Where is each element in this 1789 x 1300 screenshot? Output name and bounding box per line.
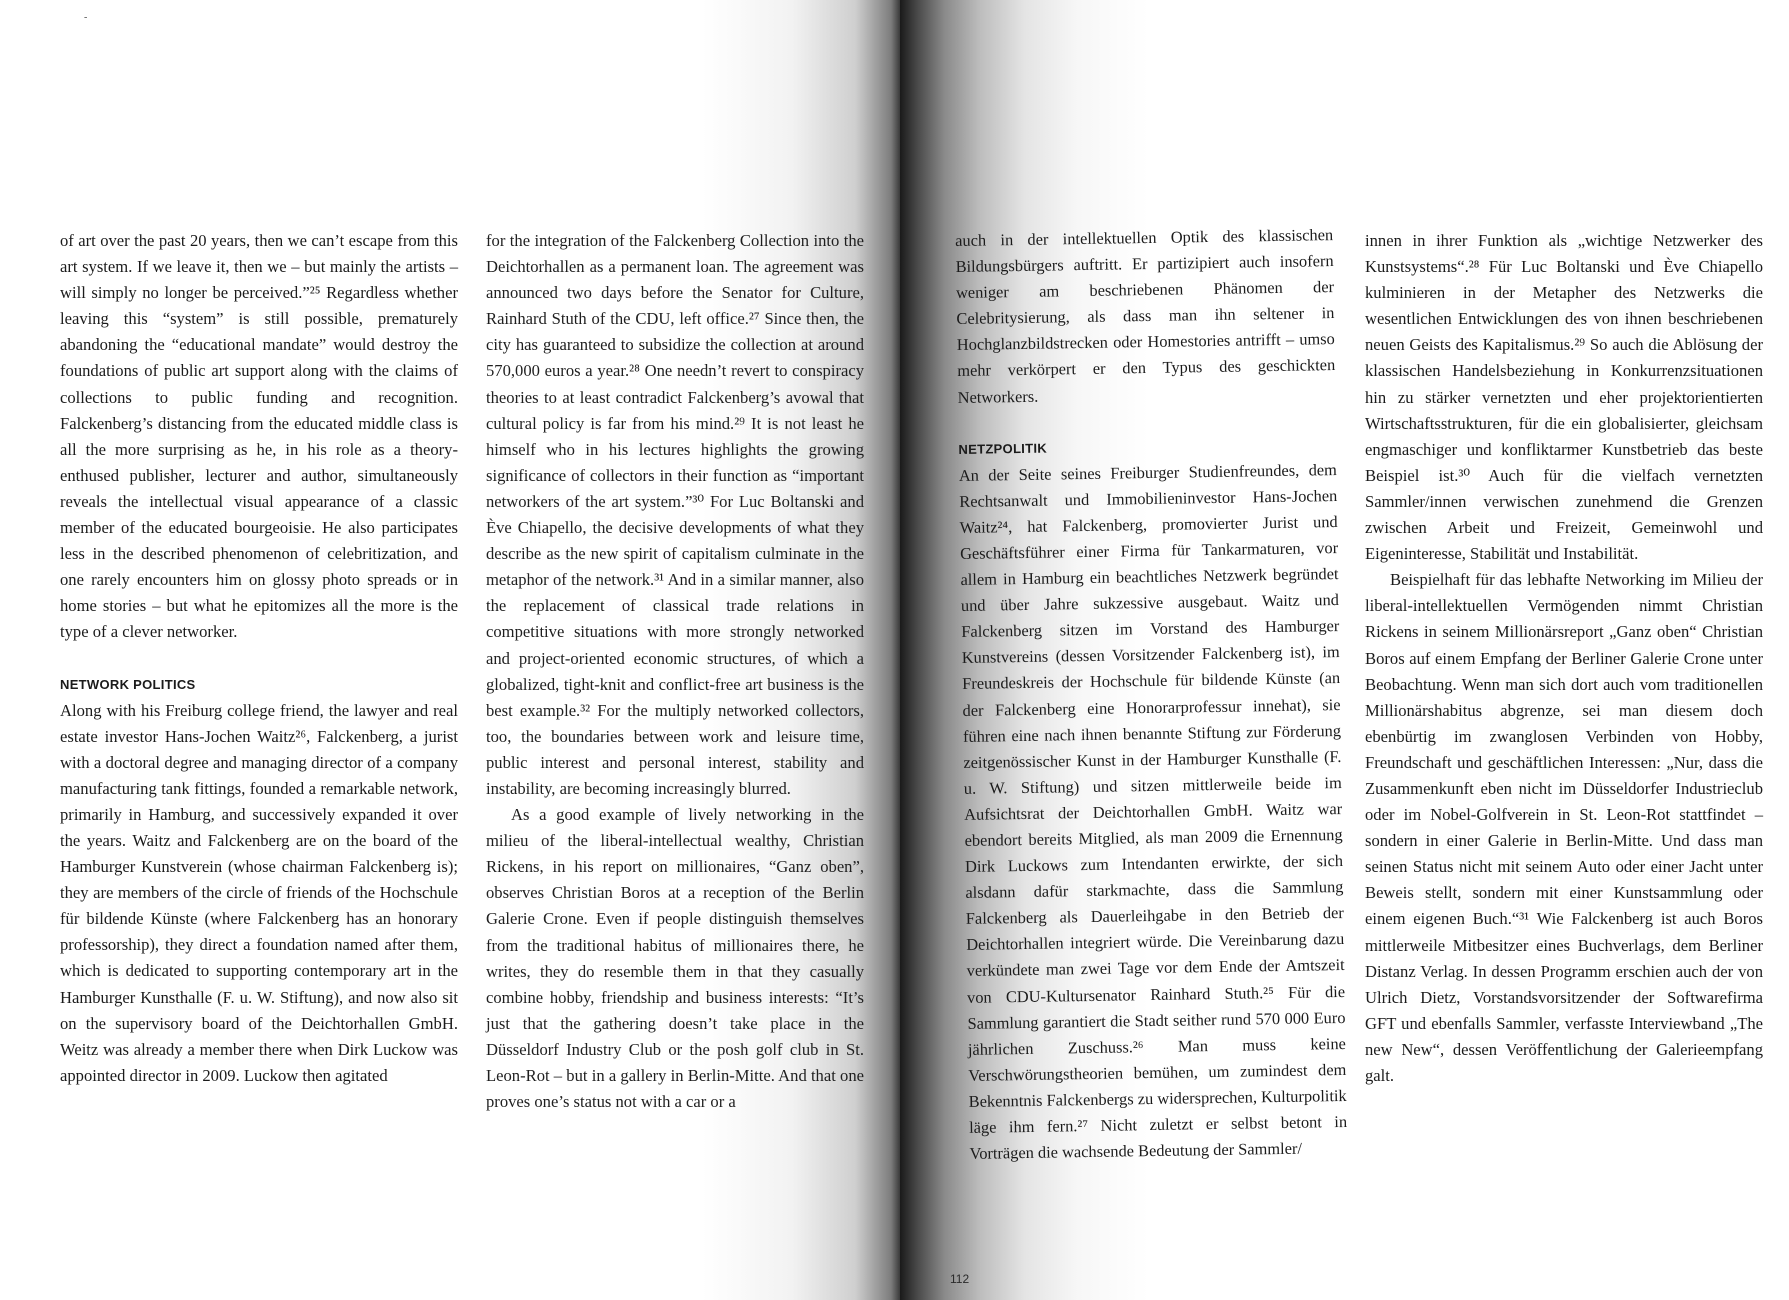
paragraph: auch in der intellektuellen Optik des klassischen Bildungsbürgers auftritt. Er partizipiert auch insofern weniger am beschriebenen Phänomen der Celebritysierung, als dass man ihn seltener in Hochglanzbildstrecken oder Homestories antrifft – umso mehr verkörpert er den Typus des geschickten Networkers.	[955, 225, 1336, 407]
page-mark: -	[84, 12, 88, 23]
paragraph: Beispielhaft für das lebhafte Networking im Milieu der liberal-intellektuellen Vermögenden nimmt Christian Rickens in seinem Millionärsreport „Ganz oben“ Christian Boros auf einem Empfang der Berliner Galerie Crone unter Beobachtung. Wenn man sich dort auch vom traditionellen Millionärshabitus abgrenze, sei man diesem doch ebenbürtig im zwanglosen Verbinden von Hobby, Freundschaft und geschäftlichen Interessen: „Nur, dass die Zusammenkunft eben nicht im Düsseldorfer Industrieclub oder im Nobel-Golfverein in St. Leon-Rot stattfindet – sondern in einer Galerie in Berlin-Mitte. Und dass man seinen Status nicht mit seinem Auto oder einer Jacht unter Beweis stellt, sondern mit einer Kunstsammlung oder einem eigenen Buch.“³¹ Wie Falckenberg ist auch Boros mittlerweile Mitbesitzer eines Buchverlags, dem Berliner Distanz Verlag. In dessen Programm erschien auch der von Ulrich Dietz, Vorstandsvorsitzender der Softwarefirma GFT und ebenfalls Sammler, verfasste Interviewband „The new New“, dessen Veröffentlichung der Galerieempfang galt.	[1365, 570, 1763, 1085]
left-page-column-2	[486, 228, 864, 1115]
right-page-column-2	[1365, 228, 1763, 1089]
paragraph: innen in ihrer Funktion als „wichtige Netzwerker des Kunstsystems“.²⁸ Für Luc Boltanski und Ève Chiapello kulminieren in der Metapher des Netzwerks die wesentlichen Entwicklungen des von ihnen beschriebenen neuen Geists des Kapitalismus.²⁹ So auch die Ablösung der klassischen Handelsbeziehung in Konkurrenzsituationen hin zu stärker vernetzten und eher projektorientierten Wirtschaftsstrukturen, für die ein globalisierter, gleichsam engmaschiger und konfliktarmer Kunstbetrieb das beste Beispiel ist.³⁰ Auch für die vielfach vernetzten Sammler/innen verwischen zunehmend die Grenzen zwischen Arbeit und Freizeit, Gemeinwohl und Eigeninteresse, Stabilität und Instabilität.	[1365, 231, 1763, 564]
right-page-column-1	[955, 222, 1348, 1167]
section-heading: NETZPOLITIK	[958, 440, 1048, 457]
left-page-column-1	[60, 228, 458, 1089]
paragraph: for the integration of the Falckenberg Collection into the Deichtorhallen as a permanent loan. The agreement was announced two days before the Senator for Culture, Rainhard Stuth of the CDU, left office.²⁷ Since then, the city has guaranteed to subsidize the collection at around 570,000 euros a year.²⁸ One needn’t revert to conspiracy theories to at least contradict Falckenberg’s avowal that cultural policy is far from his mind.²⁹ It is not least he himself who in his lectures highlights the growing significance of collectors in their function as “important networkers of the art system.”³⁰ For Luc Boltanski and Ève Chiapello, the decisive developments of what they describe as the new spirit of capitalism culminate in the metaphor of the network.³¹ And in a similar manner, also the replacement of classical trade relations in competitive situations with more strongly networked and project-oriented economic structures, of which a globalized, tight-knit and conflict-free art business is the best example.³² For the multiply networked collectors, too, the boundaries between work and leisure time, public interest and personal interest, stability and instability, are becoming increasingly blurred.	[486, 231, 864, 798]
paragraph: Along with his Freiburg college friend, the lawyer and real estate investor Hans-Jochen Waitz²⁶, Falckenberg, a jurist with a doctoral degree and managing director of a company manufacturing tank fittings, founded a remarkable network, primarily in Hamburg, and successively expanded it over the years. Waitz and Falckenberg are on the board of the Hamburger Kunstverein (whose chairman Falckenberg is); they are members of the circle of friends of the Hochschule für bildende Künste (where Falckenberg has an honorary professorship), they direct a foundation named after them, which is dedicated to supporting contemporary art in the Hamburger Kunsthalle (F. u. W. Stiftung), and now also sit on the supervisory board of the Deichtorhallen GmbH. Weitz was already a member there when Dirk Luckow was appointed director in 2009. Luckow then agitated	[60, 700, 458, 1085]
paragraph: An der Seite seines Freiburger Studienfreundes, dem Rechtsanwalt und Immobilieninvestor Hans-Jochen Waitz²⁴, hat Falckenberg, promovierter Jurist und Geschäftsführer einer Firma für Tankarmaturen, vor allem in Hamburg ein beachtliches Netzwerk begründet und über Jahre sukzessive ausgebaut. Waitz und Falckenberg sitzen im Vorstand des Hamburger Kunstvereins (dessen Vorsitzender Falckenberg ist), im Freundeskreis der Hochschule für bildende Künste (an der Falckenberg eine Honorarprofessur innehat), sie führen eine nach ihnen benannte Stiftung zur Förderung zeitgenössischer Kunst in der Hamburger Kunsthalle (F. u. W. Stiftung) und sitzen mittlerweile beide im Aufsichtsrat der Deichtorhallen GmbH. Waitz war ebendort bereits Mitglied, als man 2009 die Ernennung Dirk Luckows zum Intendanten erwirkte, der sich alsdann dafür starkmachte, dass die Sammlung Falckenberg als Dauerleihgabe in den Betrieb der Deichtorhallen integriert würde. Die Vereinbarung dazu verkündete man zwei Tage vor dem Ende der Amtszeit von CDU-Kultursenator Rainhard Stuth.²⁵ Für die Sammlung garantiert die Stadt seither rund 570 000 Euro jährlichen Zuschuss.²⁶ Man muss keine Verschwörungstheorien bemühen, um zumindest dem Bekenntnis Falckenbergs zu widersprechen, Kulturpolitik läge ihm fern.²⁷ Nicht zuletzt er selbst betont in Vorträgen die wachsende Bedeutung der Sammler/	[958, 459, 1348, 1163]
page-number: 112	[950, 1272, 970, 1286]
paragraph: As a good example of lively networking in the milieu of the liberal-intellectual wealthy, Christian Rickens, in his report on millionaires, “Ganz oben”, observes Christian Boros at a reception of the Berlin Galerie Crone. Even if people distinguish themselves from the traditional habitus of millionaires there, he writes, they do resemble them in that they casually combine hobby, friendship and business interests: “It’s just that the gathering doesn’t take place in the Düsseldorf Industry Club or the posh golf club in St. Leon-Rot – but in a gallery in Berlin-Mitte. And that one proves one’s status not with a car or a	[486, 805, 864, 1112]
paragraph: of art over the past 20 years, then we can’t escape from this art system. If we leave it, then we – but mainly the artists – will simply no longer be perceived.”²⁵ Regardless whether leaving this “system” is still possible, prematurely abandoning the “educational mandate” would destroy the foundations of public art support along with the claims of collections to public funding and recognition. Falckenberg’s distancing from the educated middle class is all the more surprising as he, in his role as a theory-enthused publisher, lecturer and author, simultaneously reveals the intellectual visual appearance of a classic member of the educated bourgeoisie. He also participates less in the described phenomenon of celebritization, and one rarely encounters him on glossy photo spreads or in home stories – but what he epitomizes all the more is the type of a clever networker.	[60, 231, 458, 642]
section-heading: NETWORK POLITICS	[60, 676, 196, 692]
